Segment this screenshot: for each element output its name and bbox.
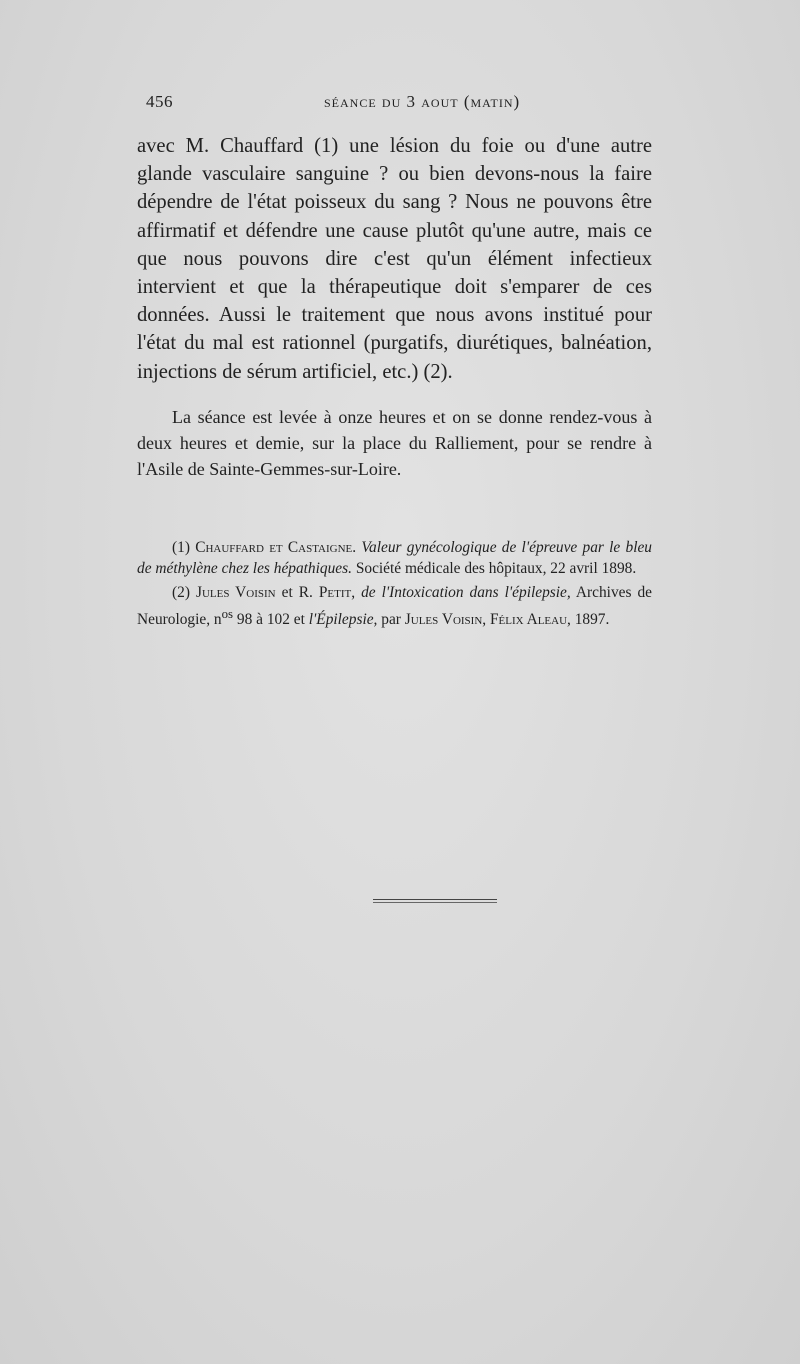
footnote-publisher: , Félix Aleau, [482,610,571,628]
footnote-text: 98 à 102 et [233,610,309,628]
page-header [146,92,656,118]
footnote-author: R. Petit, [298,584,356,601]
footnote-text: et [275,584,299,601]
footnote-text: Archives de Neurologie, n [137,584,652,628]
footnote-2 [137,583,652,630]
footnotes [137,538,652,634]
footnote-title: Valeur gynécologique de l'épreuve par le bleu de méthylène chez les hépathiques. [137,539,652,577]
footnote-title: l'Épilepsie, [308,610,378,628]
footnote-year: 1897. [570,610,610,628]
footnote-author: Chauffard et Castaigne. [195,539,357,556]
footnote-marker: (2) [172,584,196,601]
footnote-author: Jules Voisin [404,610,483,628]
footnote-superscript: os [221,606,234,621]
paragraph: avec M. Chauffard (1) une lésion du foie ou d'une autre glande vasculaire sanguine ? ou bien devons-nous la faire dépendre de l'état poisseux du sang ? Nous ne pouvons être affirmatif et défendre une cause plutôt qu'une autre, mais ce que nous pouvons dire c'est qu'un élément infectieux intervient et que la thérapeutique doit s'emparer de ces données. Aussi le traitement que nous avons institué pour l'état du mal est rationnel (purgatifs, diurétiques, balnéation, injections de sérum artificiel, etc.) (2). [137,135,652,383]
footnote-1 [137,538,652,579]
body-text [137,132,652,482]
footnote-title: de l'Intoxication dans l'épilepsie, [355,584,571,601]
running-head: séance du 3 aout (matin) [324,92,521,111]
section-end-rule [373,899,497,903]
footnote-text: par [377,610,405,628]
paragraph: La séance est levée à onze heures et on se donne rendez-vous à deux heures et demie, sur la place du Ralliement, pour se rendre à l'Asile de Sainte-Gemmes-sur-Loire. [137,406,652,479]
footnote-source: Société médicale des hôpitaux, 22 avril 1898. [351,559,637,577]
page-number: 456 [146,92,173,111]
footnote-author: Jules Voisin [195,584,276,601]
footnote-marker: (1) [172,539,196,556]
